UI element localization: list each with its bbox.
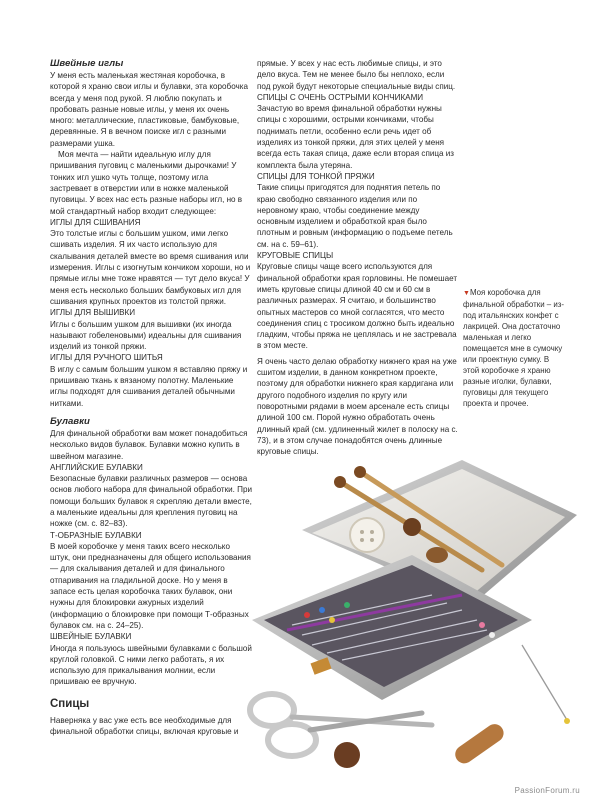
subheading: ИГЛЫ ДЛЯ СШИВАНИЯ: [50, 217, 141, 227]
subheading: СПИЦЫ С ОЧЕНЬ ОСТРЫМИ КОНЧИКАМИ: [257, 92, 424, 102]
paragraph: прямые. У всех у нас есть любимые спицы, и это дело вкуса. Тем не менее было бы неплохо, если под рукой будут некоторые специальные виды спиц.: [257, 59, 456, 91]
paragraph: Наверняка у вас уже есть все необходимые для финальной обработки спицы, включая круговые и: [50, 715, 239, 737]
subheading: СПИЦЫ ДЛЯ ТОНКОЙ ПРЯЖИ: [257, 171, 375, 181]
paragraph: Это толстые иглы с большим ушком, ими легко сшивать изделия. Я их часто использую для скалывания деталей вместе во время сшивания или измерения. Иглы с изогнутым кончиком хороши, но и прямые иглы мне тоже нравятся — тут дело вкуса! У меня есть несколько больших бамбуковых игл для сшивания крупных проектов из толстой пряжи.: [50, 229, 251, 306]
pin-head: [564, 718, 570, 724]
paragraph: Иглы с большим ушком для вышивки (их иногда называют гобеленовыми) идеальны для сшивания изделий из тонкой пряжи.: [50, 319, 242, 352]
subheading: АНГЛИЙСКИЕ БУЛАВКИ: [50, 462, 143, 472]
tin-box-photo: [232, 455, 590, 800]
section-heading-knitting-needles: Спицы: [50, 697, 90, 710]
section-heading-needles: Швейные иглы: [50, 58, 124, 69]
photo-caption: [463, 287, 565, 409]
middle-column: [257, 58, 458, 457]
loose-pin: [522, 645, 567, 720]
paragraph: Для финальной обработки вам может понадобиться несколько видов булавок. Булавки можно купить в швейном магазине.: [50, 428, 248, 461]
paragraph: Моя мечта — найти идеальную иглу для пришивания пуговиц с маленькими дырочками! У тонких игл ушко чуть толще, поэтому игла застревает в отверстии или в ножке маленькой пуговицы. У всех нас есть разные наборы игл, но в мой стандартный набор входит следующее:: [50, 150, 243, 216]
subheading: ИГЛЫ ДЛЯ РУЧНОГО ШИТЬЯ: [50, 353, 163, 363]
subheading: ИГЛЫ ДЛЯ ВЫШИВКИ: [50, 308, 136, 318]
paragraph: Безопасные булавки различных размеров — основа основ любого набора для финальной обработки. При помощи больших булавок я скрепляю детали вместе, а маленькие идеальны для крепления пуговиц на ножке (см. с. 82–83).: [50, 474, 252, 529]
paragraph: В моей коробочке у меня таких всего несколько штук, они предназначены для общего использования — для скалывания деталей и для финального отпаривания на гладильной доске. Но у меня в запасе есть целая коробочка таких булавок, они нужны для блокировки ажурных изделий (информацию о блокировке при помощи Т-образных булавок см. на с. 24–25).: [50, 541, 251, 630]
paragraph: У меня есть маленькая жестяная коробочка, в которой я храню свои иглы и булавки, эта коробочка всегда у меня под рукой. Я люблю покупать и пробовать разные новые иглы, у меня их очень много: металлические, пластиковые, бамбуковые, деревянные. Я в вечном поиске игл с разными размерами ушка.: [50, 71, 248, 148]
paragraph: Я очень часто делаю обработку нижнего края на уже сшитом изделии, в данном конкретном проекте, поэтому для обработки нижнего края кардигана или другого подобного изделия по кругу или поворотными рядами в моем арсенале есть спицы длиной 100 см. Порой нужно обработать очень длинный край (см. удлиненный жилет в полоску на с. 73), и в этом случае понадобятся очень длинные круговые спицы.: [257, 356, 458, 457]
paragraph: В иглу с самым большим ушком я вставляю пряжу и пришиваю ткань к вязаному полотну. Маленькие иглы подходят для сшивания деталей обычными нитками.: [50, 364, 248, 408]
toggle-button: [334, 721, 507, 768]
subheading: ШВЕЙНЫЕ БУЛАВКИ: [50, 632, 132, 642]
caption-marker-icon: ▼: [463, 290, 470, 297]
paragraph: Зачастую во время финальной обработки нужны спицы с хорошими, острыми кончиками, чтобы поднимать петли, особенно если речь идет об изделиях из тонкой пряжи, для этих целей у меня всегда есть такая спица, даже если вторая спица из комплекта была утеряна.: [257, 104, 454, 170]
paragraph: Иногда я пользуюсь швейными булавками с большой круглой головкой. С ними легко работать, я их использую для прикалывания молнии, если пришиваю ее вручную.: [50, 643, 252, 687]
subheading: КРУГОВЫЕ СПИЦЫ: [257, 251, 334, 261]
paragraph: Круговые спицы чаще всего используются для финальной обработки края горловины. Не помешает иметь круговые спицы длиной 40 см и 60 см в различных размерах. Я считаю, и большинство опытных мастеров со мной согласятся, что место соединения спиц с тросиком должно быть идеально гладким, чтобы пряжа не цеплялась и не застревала в этом месте.: [257, 262, 458, 351]
tin-box-illustration: [232, 455, 590, 800]
caption-text: Моя коробочка для финальной обработки – из-под итальянских конфет с лакрицей. Она достаточно маленькая и легко помещается мне в сумочку или проектную сумку. В этой коробочке я храню разные иголки, булавки, пуговицы для текущего проекта и прочее.: [463, 288, 565, 408]
watermark: PassionForum.ru: [514, 786, 580, 795]
section-heading-pins: Булавки: [50, 415, 90, 427]
subheading: Т-ОБРАЗНЫЕ БУЛАВКИ: [50, 530, 142, 540]
left-column: [50, 58, 252, 737]
paragraph: Такие спицы пригодятся для поднятия петель по краю свободно связанного изделия или по неровному краю, чтобы соединение между основным изделием и обработкой края было плотным и ровным (информацию о подъеме петель см. на с. 59–61).: [257, 183, 453, 249]
